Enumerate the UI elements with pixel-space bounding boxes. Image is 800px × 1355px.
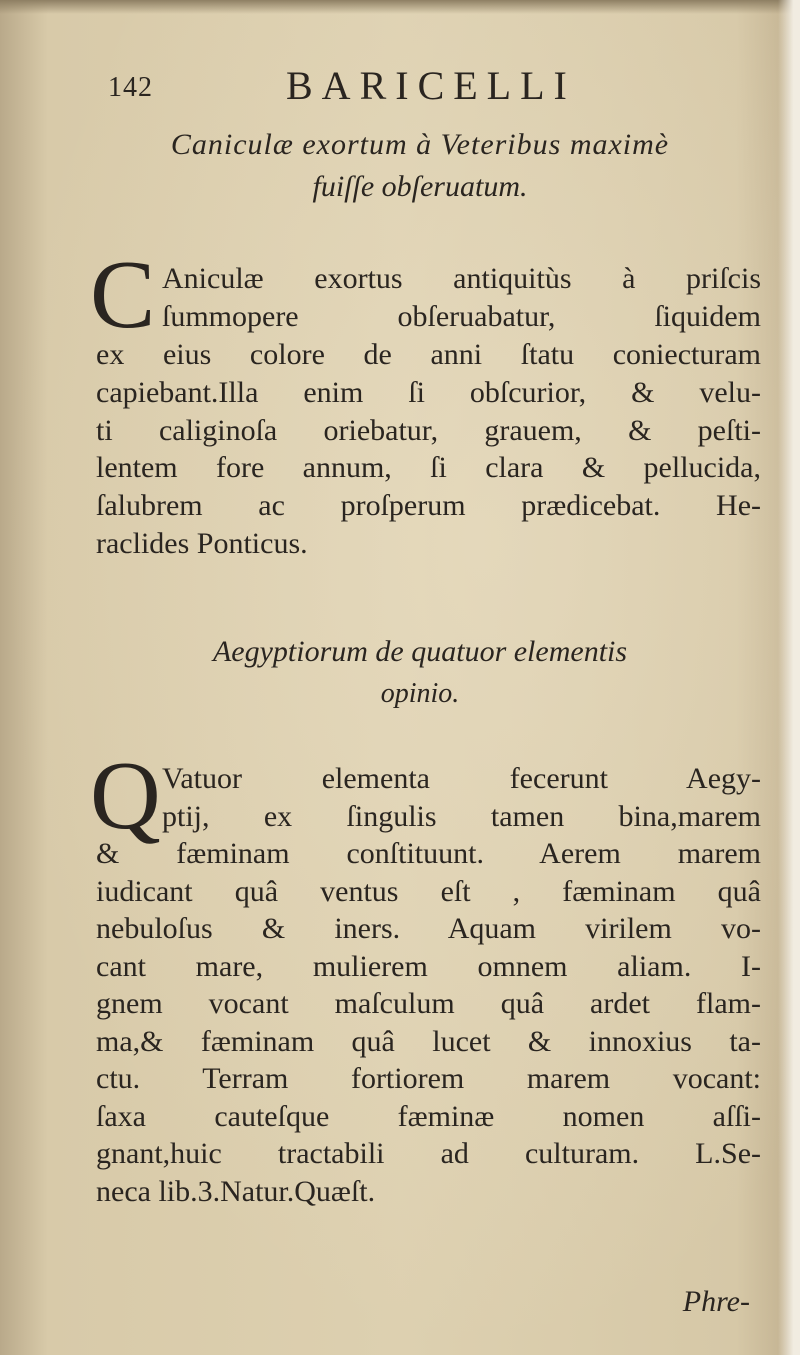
paragraph-2-line: gnant,huic tractabili ad culturam. L.Se-	[96, 1137, 761, 1170]
paragraph-2-line: cant mare, mulierem omnem aliam. I-	[96, 949, 761, 983]
paragraph-2-line: ma,& fæminam quâ lucet & innoxius ta-	[96, 1024, 761, 1058]
page-number: 142	[108, 72, 153, 103]
paragraph-2-line: nebuloſus & iners. Aquam virilem vo-	[96, 912, 761, 945]
drop-cap-1: C	[90, 241, 156, 349]
paragraph-2-line: ptij, ex ſingulis tamen bina,marem	[162, 799, 761, 833]
paragraph-1-line: ſummopere obſeruabatur, ſiquidem	[162, 299, 761, 333]
section-heading-1-line-2: fuiſſe obſeruatum.	[312, 170, 528, 203]
paragraph-1-line: ex eius colore de anni ſtatu coniecturam	[96, 337, 761, 371]
page-top-edge	[0, 0, 800, 14]
paragraph-1-line: Aniculæ exortus antiquitùs à priſcis	[162, 262, 761, 295]
paragraph-2-line: iudicant quâ ventus eſt , fæminam quâ	[96, 874, 761, 908]
paragraph-2-line: gnem vocant maſculum quâ ardet flam-	[96, 987, 761, 1020]
section-heading-2-line-1: Aegyptiorum de quatuor elementis	[212, 635, 628, 668]
section-heading-2-line-2: opinio.	[380, 678, 460, 709]
paragraph-1	[96, 260, 761, 563]
catchword: Phre-	[682, 1285, 750, 1318]
paragraph-2	[96, 760, 761, 1210]
paragraph-1-line: ti caliginoſa oriebatur, grauem, & peſti-	[96, 413, 761, 447]
paragraph-2-line: neca lib.3.Natur.Quæſt.	[96, 1174, 376, 1208]
drop-cap-2: Q	[90, 742, 161, 850]
paragraph-2-line: ctu. Terram fortiorem marem vocant:	[96, 1062, 761, 1095]
paragraph-2-line: Vatuor elementa fecerunt Aegy-	[162, 762, 761, 795]
paragraph-1-line: capiebant.Illa enim ſi obſcurior, & velu-	[96, 375, 761, 409]
paragraph-1-line: raclides Ponticus.	[96, 527, 308, 561]
paragraph-1-line: lentem fore annum, ſi clara & pellucida,	[96, 451, 761, 485]
section-heading-1-line-1: Caniculæ exortum à Veteribus maximè	[170, 128, 670, 161]
page-header	[108, 62, 728, 112]
paragraph-2-line: & fæminam conſtituunt. Aerem marem	[96, 837, 761, 870]
paragraph-1-line: ſalubrem ac proſperum prædicebat. He-	[96, 489, 761, 523]
running-title: BARICELLI	[286, 63, 576, 108]
paragraph-2-line: ſaxa cauteſque fæminæ nomen aſſi-	[96, 1099, 761, 1133]
page-right-edge	[778, 0, 800, 1355]
